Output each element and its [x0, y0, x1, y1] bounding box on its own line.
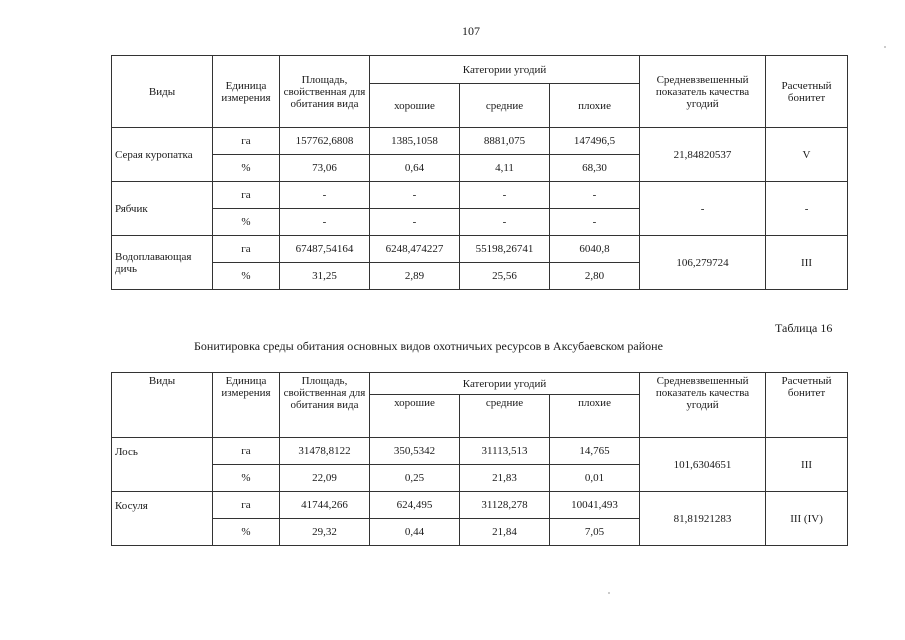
bonitet-cell: III (IV) [766, 492, 848, 546]
species-name: Водоплавающая дичь [112, 236, 213, 290]
unit-cell: га [213, 182, 280, 209]
header-medium: средние [460, 395, 550, 438]
table-caption: Таблица 16 [775, 321, 833, 335]
header-bad: плохие [550, 395, 640, 438]
scan-speck [608, 592, 610, 594]
area-cell: 22,09 [280, 465, 370, 492]
scan-speck [884, 46, 886, 48]
header-quality: Средневзвешенный показатель качества угодий [640, 373, 766, 438]
header-categories: Категории угодий [370, 373, 640, 395]
area-cell: 41744,266 [280, 492, 370, 519]
unit-cell: % [213, 519, 280, 546]
header-unit: Единица измерения [213, 56, 280, 128]
area-cell: - [280, 182, 370, 209]
page-number: 107 [462, 24, 480, 38]
medium-cell: 55198,26741 [460, 236, 550, 263]
header-bonitet: Расчетный бонитет [766, 56, 848, 128]
species-name: Серая куропатка [112, 128, 213, 182]
header-bonitet: Расчетный бонитет [766, 373, 848, 438]
bad-cell: 2,80 [550, 263, 640, 290]
header-unit: Единица измерения [213, 373, 280, 438]
good-cell: - [370, 209, 460, 236]
table-row [112, 438, 848, 465]
unit-cell: % [213, 209, 280, 236]
bad-cell: 10041,493 [550, 492, 640, 519]
unit-cell: % [213, 263, 280, 290]
bad-cell: 6040,8 [550, 236, 640, 263]
header-categories: Категории угодий [370, 56, 640, 84]
good-cell: 6248,474227 [370, 236, 460, 263]
unit-cell: % [213, 465, 280, 492]
good-cell: 624,495 [370, 492, 460, 519]
medium-cell: 8881,075 [460, 128, 550, 155]
good-cell: 0,64 [370, 155, 460, 182]
good-cell: 2,89 [370, 263, 460, 290]
unit-cell: га [213, 438, 280, 465]
species-name: Косуля [112, 492, 213, 546]
header-good: хорошие [370, 84, 460, 128]
bad-cell: 7,05 [550, 519, 640, 546]
quality-cell: 101,6304651 [640, 438, 766, 492]
good-cell: 350,5342 [370, 438, 460, 465]
header-area: Площадь, свойственная для обитания вида [280, 56, 370, 128]
medium-cell: 31128,278 [460, 492, 550, 519]
medium-cell: 4,11 [460, 155, 550, 182]
unit-cell: га [213, 236, 280, 263]
bad-cell: 147496,5 [550, 128, 640, 155]
table-row [112, 492, 848, 519]
header-good: хорошие [370, 395, 460, 438]
area-cell: 157762,6808 [280, 128, 370, 155]
header-medium: средние [460, 84, 550, 128]
habitat-table-16 [111, 372, 848, 546]
quality-cell: 106,279724 [640, 236, 766, 290]
unit-cell: га [213, 492, 280, 519]
quality-cell: - [640, 182, 766, 236]
area-cell: 31,25 [280, 263, 370, 290]
bonitet-cell: V [766, 128, 848, 182]
header-species: Виды [112, 373, 213, 438]
bad-cell: 14,765 [550, 438, 640, 465]
bonitet-cell: III [766, 236, 848, 290]
species-name: Рябчик [112, 182, 213, 236]
header-area: Площадь, свойственная для обитания вида [280, 373, 370, 438]
unit-cell: га [213, 128, 280, 155]
area-cell: 31478,8122 [280, 438, 370, 465]
bad-cell: - [550, 209, 640, 236]
bad-cell: 68,30 [550, 155, 640, 182]
header-quality: Средневзвешенный показатель качества угодий [640, 56, 766, 128]
area-cell: 29,32 [280, 519, 370, 546]
header-species: Виды [112, 56, 213, 128]
bad-cell: 0,01 [550, 465, 640, 492]
medium-cell: 25,56 [460, 263, 550, 290]
species-name: Лось [112, 438, 213, 492]
quality-cell: 21,84820537 [640, 128, 766, 182]
good-cell: 0,44 [370, 519, 460, 546]
unit-cell: % [213, 155, 280, 182]
good-cell: - [370, 182, 460, 209]
area-cell: 67487,54164 [280, 236, 370, 263]
bad-cell: - [550, 182, 640, 209]
table-row [112, 236, 848, 263]
medium-cell: 21,84 [460, 519, 550, 546]
good-cell: 1385,1058 [370, 128, 460, 155]
table-header-row [112, 56, 848, 84]
area-cell: - [280, 209, 370, 236]
habitat-table-continued [111, 55, 848, 290]
bonitet-cell: III [766, 438, 848, 492]
table-title: Бонитировка среды обитания основных видов охотничьих ресурсов в Аксубаевском районе [194, 339, 663, 353]
table-header-row [112, 373, 848, 395]
medium-cell: 31113,513 [460, 438, 550, 465]
area-cell: 73,06 [280, 155, 370, 182]
good-cell: 0,25 [370, 465, 460, 492]
table-row [112, 182, 848, 209]
medium-cell: 21,83 [460, 465, 550, 492]
medium-cell: - [460, 209, 550, 236]
medium-cell: - [460, 182, 550, 209]
bonitet-cell: - [766, 182, 848, 236]
header-bad: плохие [550, 84, 640, 128]
quality-cell: 81,81921283 [640, 492, 766, 546]
table-row [112, 128, 848, 155]
